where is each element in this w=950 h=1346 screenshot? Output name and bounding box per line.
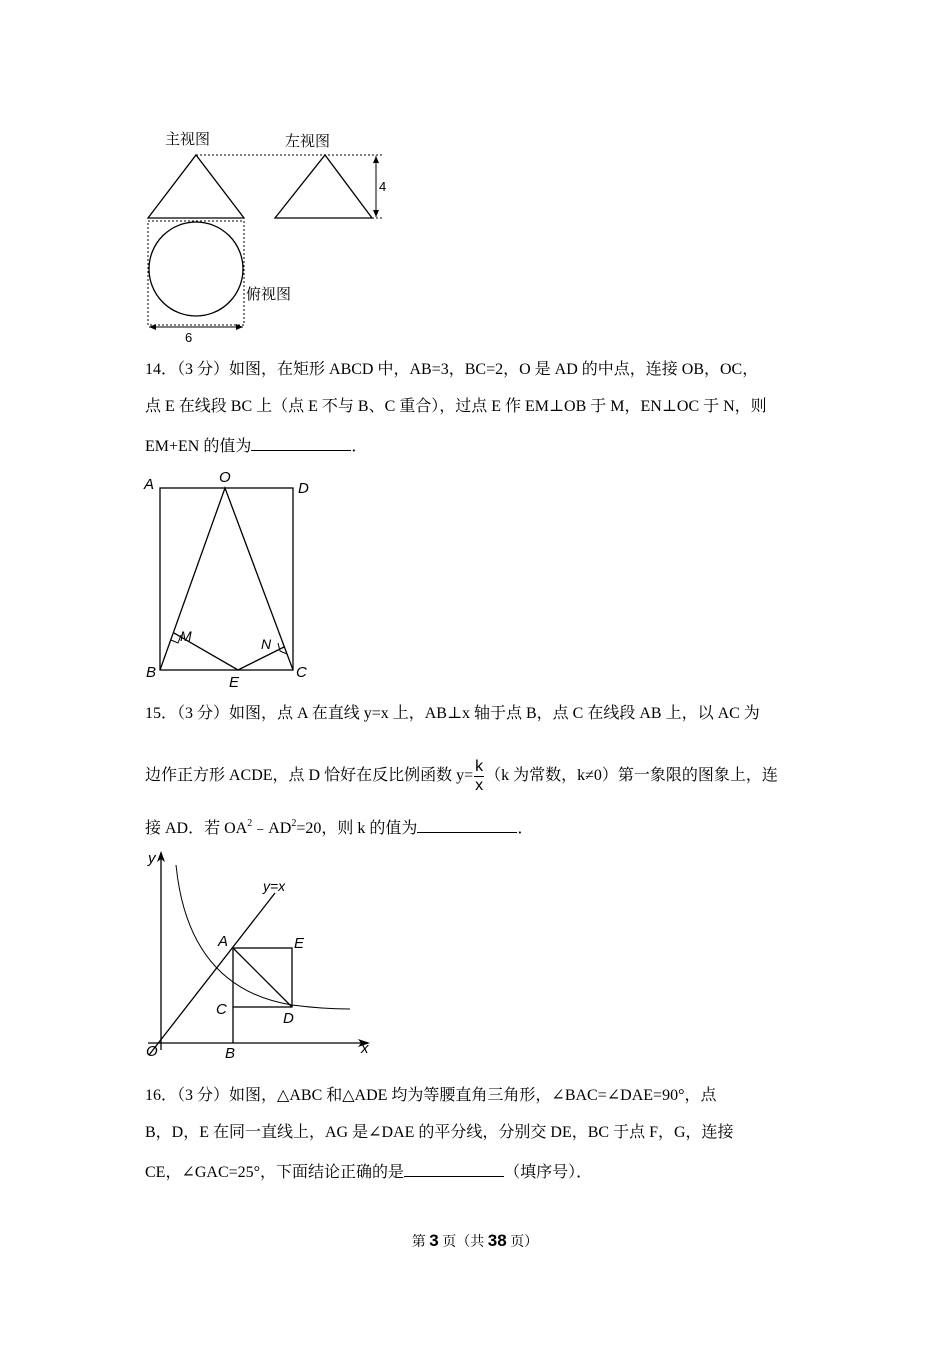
front-view-triangle xyxy=(148,155,244,218)
q16-line1: 16．（3 分）如图，△ABC 和△ADE 均为等腰直角三角形，∠BAC=∠DAE=90°，点 xyxy=(145,1087,717,1104)
label-n: N xyxy=(261,636,272,652)
q15-number: 15． xyxy=(145,705,178,722)
rectangle-figure xyxy=(140,465,340,690)
front-view-label: 主视图 xyxy=(165,131,211,148)
q16-line3: CE，∠GAC=25°，下面结论正确的是 （填序号）． xyxy=(145,1161,592,1183)
label-o: O xyxy=(146,1043,158,1060)
label-a: A xyxy=(218,933,229,950)
q16-line2: B，D，E 在同一直线上，AG 是∠DAE 的平分线，分别交 DE，BC 于点 F，G，连接 xyxy=(145,1124,734,1141)
q14-line2: 点 E 在线段 BC 上（点 E 不与 B、C 重合），过点 E 作 EM⊥OB 于 M，EN⊥OC 于 N，则 xyxy=(145,398,767,415)
q15-line3: 接 AD．若 $OA^2﹣AD^2=20$，则 k 的值为 ． xyxy=(145,818,534,837)
q14-line3: EM+EN 的值为 ． xyxy=(145,435,367,457)
label-b: B xyxy=(146,664,157,681)
q16-score: （3 分） xyxy=(177,1087,230,1104)
label-d: D xyxy=(298,480,309,497)
label-x-axis: x xyxy=(361,1040,369,1057)
q16-answer-blank[interactable] xyxy=(404,1161,504,1177)
q15-score: （3 分） xyxy=(177,705,230,722)
label-e: E xyxy=(294,935,305,952)
left-view-label: 左视图 xyxy=(285,133,331,150)
q15-answer-blank[interactable] xyxy=(417,817,517,833)
label-c: C xyxy=(296,664,307,681)
page-footer: 第 3 页（共 38 页） xyxy=(411,1231,539,1250)
q14-score: （3 分） xyxy=(177,361,230,378)
width-dimension: 6 xyxy=(185,330,193,345)
top-view-circle xyxy=(149,222,243,316)
fraction-k-over-x: $\frac{k}{x}$ xyxy=(475,757,484,794)
label-y-axis: y xyxy=(148,850,156,867)
label-b: B xyxy=(225,1045,236,1062)
q16-number: 16． xyxy=(145,1087,178,1104)
label-e: E xyxy=(229,674,240,690)
three-view-figure xyxy=(140,125,400,350)
q14-number: 14． xyxy=(145,361,178,378)
top-view-label: 俯视图 xyxy=(246,286,292,303)
total-pages: 38 xyxy=(487,1231,507,1250)
line-y-equals-x xyxy=(149,893,275,1055)
q15-line1: 15．（3 分）如图，点 A 在直线 y=x 上，AB⊥x 轴于点 B，点 C 在线段 AB 上，以 AC 为 xyxy=(145,705,760,722)
height-dimension: 4 xyxy=(379,179,387,194)
q15-line2: 边作正方形 ACDE，点 D 恰好在反比例函数 y= $\frac{k}{x}$ （k 为常数，k≠0）第一象限的图象上，连 xyxy=(145,757,778,794)
left-view-triangle xyxy=(275,155,372,218)
coordinate-figure xyxy=(140,845,380,1070)
label-d: D xyxy=(283,1010,294,1027)
label-m: M xyxy=(180,628,192,644)
label-c: C xyxy=(216,1001,227,1018)
page-number: 3 xyxy=(429,1231,439,1250)
q14-answer-blank[interactable] xyxy=(251,435,351,451)
label-a: A xyxy=(144,476,155,493)
q14-line1: 14．（3 分）如图，在矩形 ABCD 中，AB=3，BC=2，O 是 AD 的中点，连接 OB，OC， xyxy=(145,361,759,378)
label-o: O xyxy=(219,469,231,486)
label-y-equals-x: y=x xyxy=(263,878,286,894)
